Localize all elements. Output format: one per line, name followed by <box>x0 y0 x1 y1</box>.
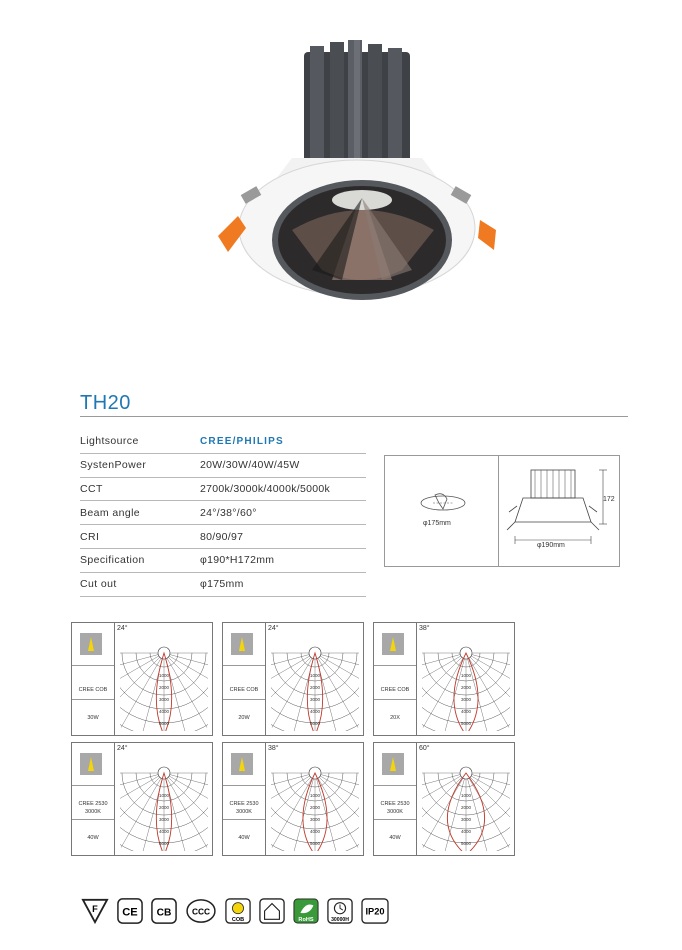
polar-spoke <box>444 773 466 851</box>
spec-row-beam-angle <box>80 501 366 525</box>
light-source-swatch <box>80 753 102 775</box>
svg-text:CE: CE <box>122 906 138 919</box>
spec-row-lightsource <box>80 430 366 454</box>
ccc-icon <box>184 898 218 924</box>
beam-angle-label: 60° <box>419 745 430 752</box>
diagram-info-panel <box>72 623 115 735</box>
light-source-swatch <box>231 753 253 775</box>
ring-value-label: 5000 <box>460 841 472 846</box>
polar-candela-plot <box>422 749 510 851</box>
diameter-dimension: φ190mm <box>537 542 565 549</box>
ring-value-label: 2000 <box>158 685 170 690</box>
ring-value-label: 4000 <box>460 709 472 714</box>
polar-spoke <box>423 773 466 847</box>
diagram-info-panel <box>223 743 266 855</box>
beam-angle-label: 38° <box>419 625 430 632</box>
ring-value-label: 4000 <box>309 829 321 834</box>
ring-value-label: 3000 <box>158 817 170 822</box>
ring-value-label: 3000 <box>460 697 472 702</box>
ring-value-label: 4000 <box>309 709 321 714</box>
cct-label: 3000K <box>85 809 101 815</box>
light-distribution-diagram <box>373 622 515 736</box>
ring-value-label: 2000 <box>158 805 170 810</box>
ring-value-label: 3000 <box>460 817 472 822</box>
ring-value-label: 1000 <box>460 673 472 678</box>
ring-value-label: 3000 <box>158 697 170 702</box>
svg-text:IP20: IP20 <box>365 906 385 917</box>
polar-candela-plot <box>422 629 510 731</box>
power-label: 30W <box>87 715 99 721</box>
light-distribution-diagram <box>71 622 213 736</box>
polar-spoke <box>315 773 337 851</box>
spec-value: φ190*H172mm <box>200 554 275 567</box>
light-source-swatch <box>382 753 404 775</box>
light-source-swatch <box>80 633 102 655</box>
light-source-swatch <box>382 633 404 655</box>
svg-text:30000H: 30000H <box>331 917 349 924</box>
spec-row-specification <box>80 549 366 573</box>
heatsink <box>304 40 410 170</box>
svg-text:RoHS: RoHS <box>298 917 314 924</box>
beam-angle-label: 24° <box>268 625 279 632</box>
beam-angle-label: 38° <box>268 745 279 752</box>
spec-row-power <box>80 454 366 478</box>
ip-rating-icon <box>360 898 390 924</box>
light-source-label: CREE COB <box>380 687 410 693</box>
light-source-label: CREE 2530 <box>380 801 410 807</box>
ring-value-label: 4000 <box>158 829 170 834</box>
beam-angle-label: 24° <box>117 625 128 632</box>
polar-spoke <box>466 773 509 847</box>
spec-value: 2700k/3000k/4000k/5000k <box>200 482 331 495</box>
svg-text:F: F <box>92 903 98 914</box>
ring-value-label: 2000 <box>460 805 472 810</box>
spec-label: Specification <box>80 554 145 567</box>
dimension-divider <box>498 456 499 566</box>
spec-label: Beam angle <box>80 506 141 519</box>
light-source-label: CREE 2530 <box>229 801 259 807</box>
power-label: 40W <box>87 835 99 841</box>
light-source-label: CREE COB <box>229 687 259 693</box>
ring-value-label: 5000 <box>158 721 170 726</box>
light-distribution-diagram <box>222 622 364 736</box>
ring-value-label: 5000 <box>309 841 321 846</box>
ce-icon <box>116 898 144 924</box>
spec-row-cutout <box>80 573 366 597</box>
ring-value-label: 1000 <box>309 793 321 798</box>
power-label: 40W <box>389 835 401 841</box>
polar-spoke <box>423 653 466 727</box>
ring-value-label: 5000 <box>460 721 472 726</box>
polar-spoke <box>466 653 488 731</box>
ring-value-label: 3000 <box>309 697 321 702</box>
spec-value: 80/90/97 <box>200 530 244 543</box>
dimension-drawing <box>384 455 620 567</box>
ring-value-label: 5000 <box>309 721 321 726</box>
power-label: 20X <box>390 715 400 721</box>
polar-spoke <box>466 653 509 727</box>
lifetime-icon <box>326 898 354 924</box>
title-divider <box>80 416 628 417</box>
diagram-info-panel <box>72 743 115 855</box>
spec-label: CRI <box>80 530 100 543</box>
spec-row-cct <box>80 478 366 502</box>
svg-text:CCC: CCC <box>191 906 211 917</box>
spec-label: SystenPower <box>80 459 147 472</box>
ring-value-label: 5000 <box>158 841 170 846</box>
cutout-icon <box>413 491 473 515</box>
light-source-label: CREE 2530 <box>78 801 108 807</box>
cb-icon <box>150 898 178 924</box>
ring-value-label: 1000 <box>158 673 170 678</box>
ring-value-label: 1000 <box>158 793 170 798</box>
ring-value-label: 4000 <box>158 709 170 714</box>
product-title: TH20 <box>80 392 131 414</box>
polar-spoke <box>272 773 315 847</box>
diagram-info-panel <box>374 623 417 735</box>
ring-value-label: 1000 <box>460 793 472 798</box>
cutout-dimension: φ175mm <box>423 520 451 527</box>
cct-label: 3000K <box>236 809 252 815</box>
ring-value-label: 2000 <box>309 805 321 810</box>
diagram-info-panel <box>374 743 417 855</box>
svg-text:CB: CB <box>156 907 172 919</box>
polar-candela-plot <box>120 749 208 851</box>
ring-value-label: 1000 <box>309 673 321 678</box>
spec-label: Cut out <box>80 578 117 591</box>
spec-label: Lightsource <box>80 435 139 448</box>
spec-row-cri <box>80 525 366 549</box>
cob-icon <box>224 898 252 924</box>
rohs-icon <box>292 898 320 924</box>
power-label: 20W <box>238 715 250 721</box>
f-mark-icon <box>80 898 110 924</box>
spec-value: 20W/30W/40W/45W <box>200 459 300 472</box>
svg-text:COB: COB <box>231 917 245 924</box>
cct-label: 3000K <box>387 809 403 815</box>
spec-value: CREE/PHILIPS <box>200 435 284 447</box>
beam-angle-label: 24° <box>117 745 128 752</box>
polar-spoke <box>444 653 466 731</box>
light-source-swatch <box>231 633 253 655</box>
certification-row <box>80 895 390 927</box>
polar-candela-plot <box>271 749 359 851</box>
indoor-icon <box>258 898 286 924</box>
spec-label: CCT <box>80 482 103 495</box>
product-photo <box>212 40 502 300</box>
polar-spoke <box>466 773 488 851</box>
ring-value-label: 3000 <box>309 817 321 822</box>
light-distribution-diagram <box>373 742 515 856</box>
light-distribution-diagram <box>222 742 364 856</box>
polar-candela-plot <box>271 629 359 731</box>
polar-spoke <box>293 773 315 851</box>
ring-value-label: 2000 <box>309 685 321 690</box>
spec-table <box>80 430 366 597</box>
light-source-label: CREE COB <box>78 687 108 693</box>
power-label: 40W <box>238 835 250 841</box>
ring-value-label: 2000 <box>460 685 472 690</box>
polar-spoke <box>315 773 358 847</box>
spec-value: 24°/38°/60° <box>200 506 257 519</box>
polar-candela-plot <box>120 629 208 731</box>
ring-value-label: 4000 <box>460 829 472 834</box>
height-dimension: 172 <box>603 496 615 503</box>
diagram-info-panel <box>223 623 266 735</box>
spec-value: φ175mm <box>200 578 244 591</box>
light-distribution-diagram <box>71 742 213 856</box>
